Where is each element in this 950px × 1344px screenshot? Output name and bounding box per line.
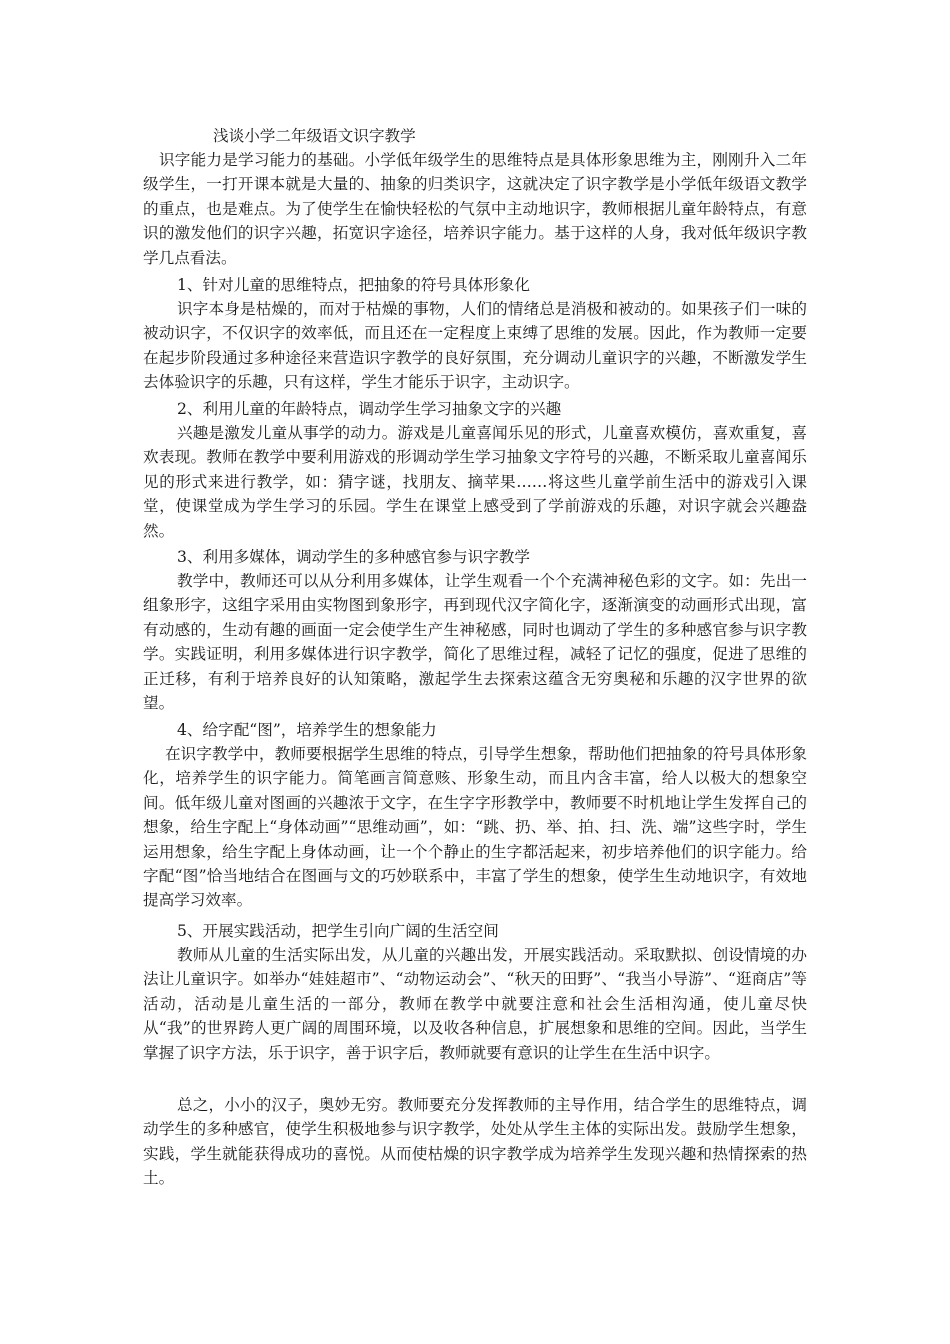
section-5-heading: 5、开展实践活动，把学生引向广阔的生活空间: [177, 922, 499, 940]
document-page: [143, 0, 807, 1344]
section-4-heading: 4、给字配“图”，培养学生的想象能力: [177, 721, 437, 739]
intro-paragraph: 识字能力是学习能力的基础。小学低年级学生的思维特点是具体形象思维为主，刚刚升入二年级学生，一打开课本就是大量的、抽象的归类识字，这就决定了识字教学是小学低年级语文教学的重点，也是难点。为了使学生在愉快轻松的气氛中主动地识字，教师根据儿童年龄特点，有意识的激发他们的识字兴趣，拓宽识字途径，培养识字能力。基于这样的人身，我对低年级识字教学几点看法。: [143, 151, 807, 267]
section-3-body: 教学中，教师还可以从分利用多媒体，让学生观看一个个充满神秘色彩的文字。如：先出一组象形字，这组字采用由实物图到象形字，再到现代汉字简化字，逐渐演变的动画形式出现，富有动感的，生动有趣的画面一定会使学生产生神秘感，同时也调动了学生的多种感官参与识字教学。实践证明，利用多媒体进行识字教学，简化了思维过程，减轻了记忆的强度，促进了思维的正迁移，有利于培养良好的认知策略，激起学生去探索这蕴含无穷奥秘和乐趣的汉字世界的欲望。: [143, 572, 807, 713]
conclusion-paragraph: 总之，小小的汉子，奥妙无穷。教师要充分发挥教师的主导作用，结合学生的思维特点，调动学生的多种感官，使学生积极地参与识字教学，处处从学生主体的实际出发。鼓励学生想象，实践，学生就能获得成功的喜悦。从而使枯燥的识字教学成为培养学生发现兴趣和热情探索的热土。: [143, 1096, 807, 1188]
section-1-heading: 1、针对儿童的思维特点，把抽象的符号具体形象化: [177, 276, 530, 294]
section-5-body: 教师从儿童的生活实际出发，从儿童的兴趣出发，开展实践活动。采取默拟、创设情境的办法让儿童识字。如举办“娃娃超市”、“动物运动会”、“秋天的田野”、“我当小导游”、“逛商店”等活动，活动是儿童生活的一部分，教师在教学中就要注意和社会生活相沟通，使儿童尽快从“我”的世界跨人更广阔的周围环境，以及收各种信息，扩展想象和思维的空间。因此，当学生掌握了识字方法，乐于识字，善于识字后，教师就要有意识的让学生在生活中识字。: [143, 946, 807, 1062]
section-2-heading: 2、利用儿童的年龄特点，调动学生学习抽象文字的兴趣: [177, 400, 562, 418]
section-1-body: 识字本身是枯燥的，而对于枯燥的事物，人们的情绪总是消极和被动的。如果孩子们一味的被动识字，不仅识字的效率低，而且还在一定程度上束缚了思维的发展。因此，作为教师一定要在起步阶段通过多种途径来营造识字教学的良好氛围，充分调动儿童识字的兴趣，不断激发学生去体验识字的乐趣，只有这样，学生才能乐于识字，主动识字。: [143, 300, 807, 392]
document-title: 浅谈小学二年级语文识字教学: [213, 127, 416, 145]
section-4-body: 在识字教学中，教师要根据学生思维的特点，引导学生想象，帮助他们把抽象的符号具体形象化，培养学生的识字能力。简笔画言简意赅、形象生动，而且内含丰富，给人以极大的想象空间。低年级儿童对图画的兴趣浓于文字，在生字字形教学中，教师要不时机地让学生发挥自己的想象，给生字配上“身体动画”“思维动画”，如：“跳、扔、举、拍、扫、洗、端”这些字时，学生运用想象，给生字配上身体动画，让一个个静止的生字都活起来，初步培养他们的识字能力。给字配“图”恰当地结合在图画与文的巧妙联系中，丰富了学生的想象，使学生生动地识字，有效地提高学习效率。: [143, 745, 807, 910]
section-3-heading: 3、利用多媒体，调动学生的多种感官参与识字教学: [177, 548, 530, 566]
section-2-body: 兴趣是激发儿童从事学的动力。游戏是儿童喜闻乐见的形式，儿童喜欢模仿，喜欢重复，喜欢表现。教师在教学中要利用游戏的形调动学生学习抽象文字符号的兴趣，不断采取儿童喜闻乐见的形式来进行教学，如：猜字谜，找朋友、摘苹果……将这些儿童学前生活中的游戏引入课堂，使课堂成为学生学习的乐园。学生在课堂上感受到了学前游戏的乐趣，对识字就会兴趣盎然。: [143, 424, 807, 540]
